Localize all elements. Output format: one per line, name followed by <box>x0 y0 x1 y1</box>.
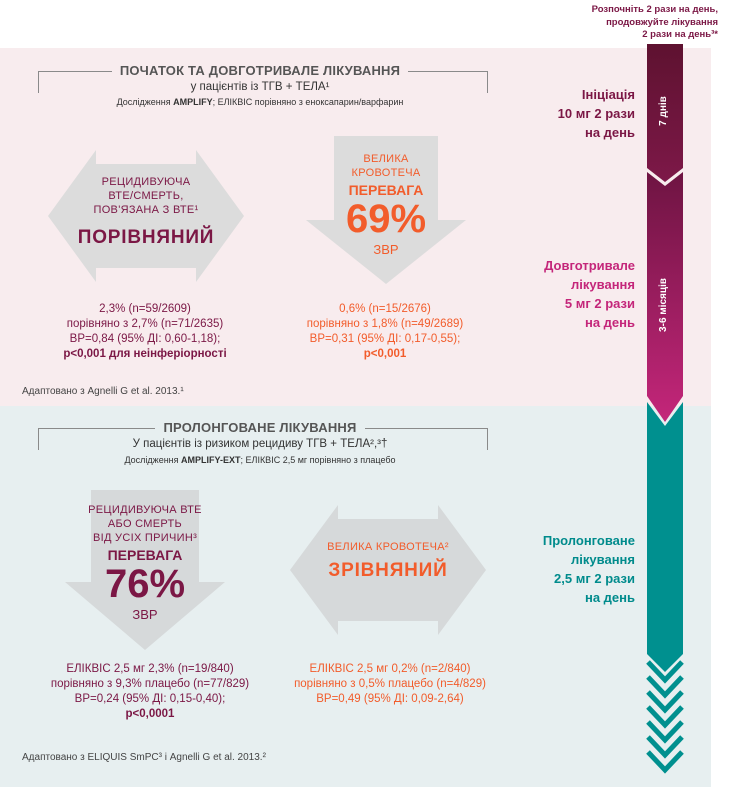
stat-line: ВР=0,49 (95% ДІ: 0,09-2,64) <box>316 693 464 705</box>
longterm-dosing-label <box>500 256 635 332</box>
stat-line: ВР=0,31 (95% ДІ: 0,17-0,55); <box>309 333 461 345</box>
study-name: AMPLIFY <box>173 97 213 107</box>
arrow-line: ВІД УСІХ ПРИЧИН³ <box>92 532 198 544</box>
dosing-line: 5 мг 2 рази <box>564 296 635 311</box>
arrow-line: ВТЕ/СМЕРТЬ, <box>108 190 184 202</box>
section2-left-stats <box>30 662 270 722</box>
section1-header <box>40 62 480 80</box>
section1-study <box>40 97 480 107</box>
stat-line: p<0,001 <box>363 348 407 360</box>
dosing-line: на день <box>584 590 635 605</box>
stat-line: порівняно з 2,7% (n=71/2635) <box>66 318 224 330</box>
dosing-line: Пролонговане <box>542 533 635 548</box>
stat-line: порівняно з 9,3% плацебо (n=77/829) <box>50 678 250 690</box>
rrr-abbr: ЗВР <box>132 607 158 622</box>
initiation-dosing-label <box>500 85 635 142</box>
extended-dosing-label <box>500 531 635 607</box>
longterm-duration-label: 3-6 місяців <box>658 278 669 332</box>
section2-right-stats <box>275 662 505 707</box>
section1-reference: Адаптовано з Agnelli G et al. 2013.¹ <box>22 386 184 397</box>
dosing-line: Довготривале <box>544 258 635 273</box>
result-comparable: ПОРІВНЯНИЙ <box>77 227 215 248</box>
initiation-duration-label: 7 днів <box>658 96 669 126</box>
arrow-line: ПОВ'ЯЗАНА З ВТЕ¹ <box>93 204 199 216</box>
result-superiority: ПЕРЕВАГА <box>107 547 183 563</box>
section2-right-arrow-text <box>306 540 470 582</box>
study-suffix: ; ЕЛІКВІС 2,5 мг порівняно з плацебо <box>240 455 396 465</box>
dosing-start-note <box>518 4 718 42</box>
study-prefix: Дослідження <box>124 455 182 465</box>
timeline-extended-segment <box>647 402 683 672</box>
start-note-line: продовжуйте лікування <box>606 16 718 28</box>
rrr-abbr: ЗВР <box>373 242 399 257</box>
section2-study <box>40 455 480 465</box>
study-suffix: ; ЕЛІКВІС порівняно з еноксапарин/варфарин <box>212 97 404 107</box>
arrow-line: АБО СМЕРТЬ <box>107 518 183 530</box>
section1-left-arrow-text <box>70 175 222 249</box>
stat-line: p<0,0001 <box>125 708 175 720</box>
dosing-line: лікування <box>571 552 635 567</box>
dosing-line: на день <box>584 315 635 330</box>
result-superiority: ПЕРЕВАГА <box>348 182 424 198</box>
section2-title: ПРОЛОНГОВАНЕ ЛІКУВАННЯ <box>155 420 364 435</box>
stat-line: 2,3% (n=59/2609) <box>99 303 191 315</box>
study-prefix: Дослідження <box>116 97 174 107</box>
stat-line: ВР=0,24 (95% ДІ: 0,15-0,40); <box>74 693 226 705</box>
arrow-line: ВЕЛИКА <box>363 153 409 165</box>
dosing-line: лікування <box>571 277 635 292</box>
start-note-line: 2 рази на день³* <box>642 29 718 40</box>
section2-header <box>40 419 480 437</box>
treatment-timeline-bar <box>643 44 687 789</box>
arrow-line: КРОВОТЕЧА <box>351 167 421 179</box>
start-note-line: Розпочніть 2 рази на день, <box>591 4 718 15</box>
stat-line: порівняно з 0,5% плацебо (n=4/829) <box>294 678 486 690</box>
section2-left-arrow-text <box>75 503 215 622</box>
risk-reduction-percent: 76% <box>104 562 186 606</box>
timeline-continuation-chevrons <box>648 662 682 770</box>
arrow-line: РЕЦИДИВУЮЧА ВТЕ <box>88 504 202 516</box>
arrow-line: ВЕЛИКА КРОВОТЕЧА² <box>327 541 449 553</box>
section1-title: ПОЧАТОК ТА ДОВГОТРИВАЛЕ ЛІКУВАННЯ <box>112 63 408 78</box>
section2-reference: Адаптовано з ELIQUIS SmPC³ і Agnelli G et al. 2013.² <box>22 752 266 763</box>
stat-line: 0,6% (n=15/2676) <box>339 303 431 315</box>
arrow-line: РЕЦИДИВУЮЧА <box>101 176 191 188</box>
dosing-line: 10 мг 2 рази <box>557 106 635 121</box>
study-name: AMPLIFY-EXT <box>181 455 241 465</box>
section1-right-arrow-text <box>316 152 456 257</box>
dosing-line: на день <box>584 125 635 140</box>
stat-line: ЕЛІКВІС 2,5 мг 2,3% (n=19/840) <box>66 663 234 675</box>
stat-line: ЕЛІКВІС 2,5 мг 0,2% (n=2/840) <box>309 663 471 675</box>
dosing-line: Ініціація <box>581 87 635 102</box>
section1-subtitle: у пацієнтів із ТГВ + ТЕЛА¹ <box>190 81 330 93</box>
dosing-line: 2,5 мг 2 рази <box>554 571 635 586</box>
stat-line: p<0,001 для неінферіорності <box>63 348 227 360</box>
stat-line: порівняно з 1,8% (n=49/2689) <box>306 318 464 330</box>
section1-right-stats <box>280 302 490 362</box>
risk-reduction-percent: 69% <box>345 197 427 241</box>
result-comparable: ЗРІВНЯНИЙ <box>328 560 448 581</box>
stat-line: ВР=0,84 (95% ДІ: 0,60-1,18); <box>69 333 221 345</box>
section2-subtitle: У пацієнтів із ризиком рецидиву ТГВ + ТЕЛА²,³† <box>132 438 388 450</box>
section1-left-stats <box>40 302 250 362</box>
